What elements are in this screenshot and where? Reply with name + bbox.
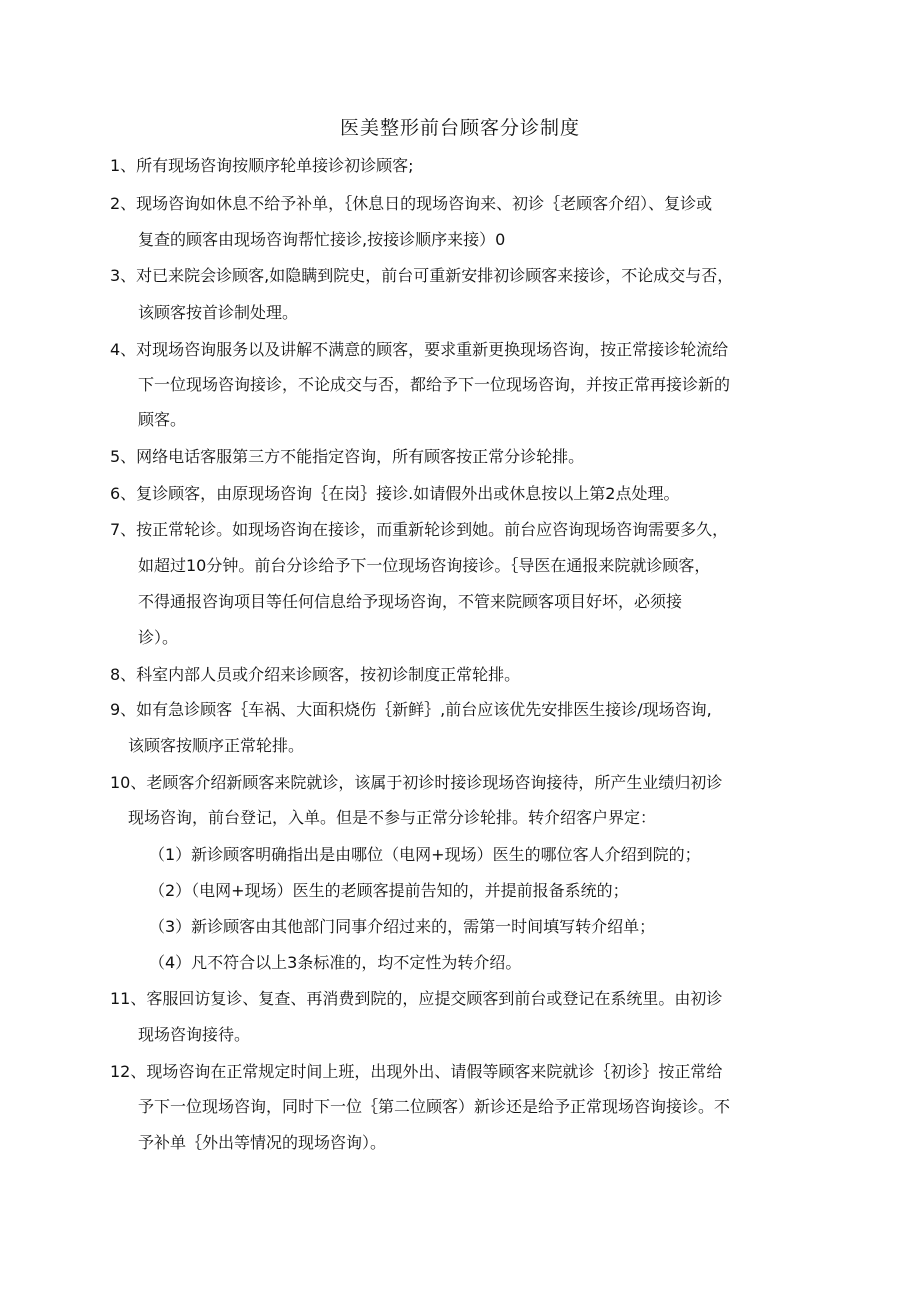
rule-10-line-1: 10、老顾客介绍新顾客来院就诊，该属于初诊时接诊现场咨询接待，所产生业绩归初诊 [110,773,723,792]
rule-4-line-2: 下一位现场咨询接诊，不论成交与否，都给予下一位现场咨询，并按正常再接诊新的 [138,375,731,394]
rule-7-line-1: 7、按正常轮诊。如现场咨询在接诊，而重新轮诊到她。前台应咨询现场咨询需要多久， [110,520,729,539]
rule-3-line-1: 3、对已来院会诊顾客,如隐瞒到院史，前台可重新安排初诊顾客来接诊，不论成交与否， [110,266,734,285]
rule-10-criterion-2: （2）（电网+现场）医生的老顾客提前告知的，并提前报备系统的； [149,881,629,900]
rule-8-line-1: 8、科室内部人员或介绍来诊顾客，按初诊制度正常轮排。 [110,665,521,684]
rule-1-line-1: 1、所有现场咨询按顺序轮单接诊初诊顾客; [110,156,414,175]
rule-12-line-1: 12、现场咨询在正常规定时间上班，出现外出、请假等顾客来院就诊｛初诊｝按正常给 [110,1062,723,1081]
rule-11-line-2: 现场咨询接待。 [138,1025,251,1044]
document-title: 医美整形前台顾客分诊制度 [339,117,580,139]
rule-6-line-1: 6、复诊顾客，由原现场咨询｛在岗｝接诊.如请假外出或休息按以上第2点处理。 [110,484,680,503]
rule-12-line-3: 予补单｛外出等情况的现场咨询）。 [138,1133,387,1152]
rule-3-line-2: 该顾客按首诊制处理。 [138,303,299,322]
rule-2-line-2: 复查的顾客由现场咨询帮忙接诊,按接诊顺序来接）0 [138,230,506,249]
rule-4-line-3: 顾客。 [138,410,187,429]
rule-11-line-1: 11、客服回访复诊、复查、再消费到院的，应提交顾客到前台或登记在系统里。由初诊 [110,989,723,1008]
rule-5-line-1: 5、网络电话客服第三方不能指定咨询，所有顾客按正常分诊轮排。 [110,447,585,466]
rule-7-line-3: 不得通报咨询项目等任何信息给予现场咨询，不管来院顾客项目好坏，必须接 [138,592,683,611]
rule-9-line-2: 该顾客按顺序正常轮排。 [128,736,305,755]
rule-7-line-4: 诊）。 [138,628,179,647]
rule-4-line-1: 4、对现场咨询服务以及讲解不满意的顾客，要求重新更换现场咨询，按正常接诊轮流给 [110,340,729,359]
rule-10-line-2: 现场咨询，前台登记，入单。但是不参与正常分诊轮排。转介绍客户界定： [128,808,657,827]
rule-2-line-1: 2、现场咨询如休息不给予补单，｛休息日的现场咨询来、初诊｛老顾客介绍）、复诊或 [110,194,713,213]
rule-12-line-2: 予下一位现场咨询，同时下一位｛第二位顾客）新诊还是给予正常现场咨询接诊。不 [138,1097,731,1116]
rule-10-criterion-3: （3）新诊顾客由其他部门同事介绍过来的，需第一时间填写转介绍单； [149,917,656,936]
rule-10-criterion-1: （1）新诊顾客明确指出是由哪位（电网+现场）医生的哪位客人介绍到院的； [149,845,701,864]
rule-10-criterion-4: （4）凡不符合以上3条标准的，均不定性为转介绍。 [149,953,522,972]
rule-7-line-2: 如超过10分钟。前台分诊给予下一位现场咨询接诊。｛导医在通报来院就诊顾客， [138,556,711,575]
rule-9-line-1: 9、如有急诊顾客｛车祸、大面积烧伤｛新鲜｝,前台应该优先安排医生接诊/现场咨询, [110,700,712,719]
